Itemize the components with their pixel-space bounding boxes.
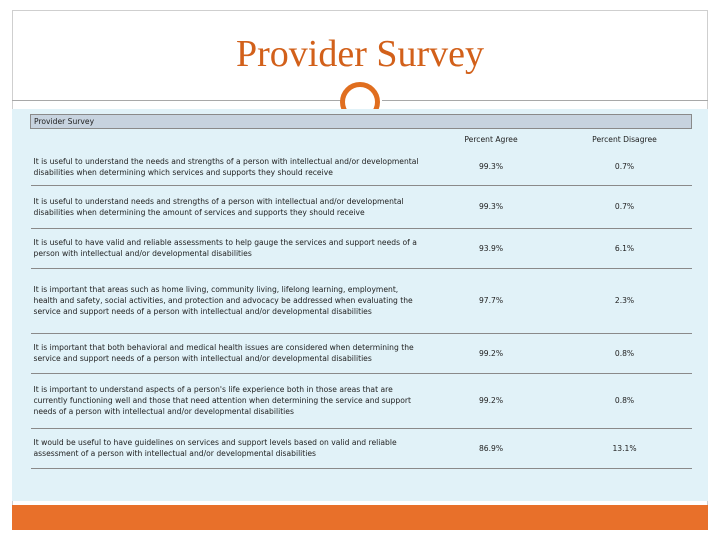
agree-cell: 99.2% [425,333,558,373]
disagree-cell: 0.8% [558,333,692,373]
statement-cell: It is useful to have valid and reliable assessments to help gauge the services and support needs of a person with intellectual and/or developmental disabilities [31,228,425,268]
disagree-cell: 0.8% [558,373,692,428]
title-divider-left [12,100,342,101]
table-row [31,373,692,428]
table-row [31,428,692,468]
footer-accent-bar [12,505,708,530]
table-row [31,149,692,185]
agree-cell: 93.9% [425,228,558,268]
agree-cell: 97.7% [425,268,558,333]
slide-title: Provider Survey [235,33,485,75]
statement-cell: It is important that both behavioral and medical health issues are considered when determining the service and support needs of a person with intellectual and/or developmental disabilities [31,333,425,373]
percent-disagree-header: Percent Disagree [592,134,657,144]
table-row [31,268,692,333]
disagree-cell: 2.3% [558,268,692,333]
statement-cell: It is important to understand aspects of a person's life experience both in those areas that are currently functioning well and those that need attention when determining the service and support needs of a person with intellectual and/or developmental disabilities [31,373,425,428]
statement-header [31,129,425,150]
disagree-cell: 0.7% [558,185,692,228]
title-divider-right [382,100,708,101]
table-row [31,228,692,268]
agree-cell: 99.3% [425,185,558,228]
table-caption-row [31,115,692,129]
agree-cell: 86.9% [425,428,558,468]
statement-cell: It is important that areas such as home living, community living, lifelong learning, employment, health and safety, social activities, and protection and advocacy be addressed when evaluating the service and support needs of a person with intellectual and/or developmental disabilities [31,268,425,333]
table-row [31,185,692,228]
statement-cell: It is useful to understand needs and strengths of a person with intellectual and/or developmental disabilities when determining the amount of services and supports they should receive [31,185,425,228]
table-caption: Provider Survey [31,115,692,129]
survey-table [30,114,692,469]
agree-cell: 99.2% [425,373,558,428]
disagree-cell: 6.1% [558,228,692,268]
agree-cell: 99.3% [425,149,558,185]
disagree-cell: 0.7% [558,149,692,185]
column-header-row [31,129,692,150]
statement-cell: It is useful to understand the needs and strengths of a person with intellectual and/or developmental disabilities when determining which services and supports they should receive [31,149,425,185]
percent-agree-header: Percent Agree [464,134,518,144]
disagree-cell: 13.1% [558,428,692,468]
statement-cell: It would be useful to have guidelines on services and support levels based on valid and reliable assessment of a person with intellectual and/or developmental disabilities [31,428,425,468]
table-row [31,333,692,373]
